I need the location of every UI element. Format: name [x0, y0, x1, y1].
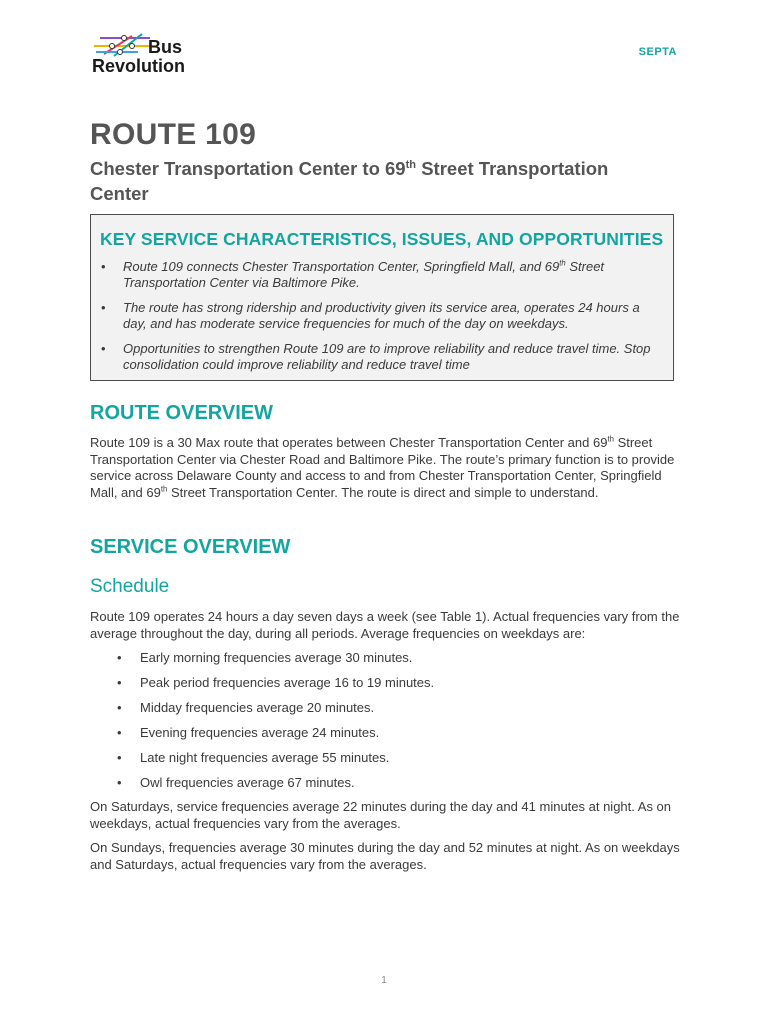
- bullet-icon: •: [117, 700, 122, 715]
- weekday-frequency-list: [90, 650, 434, 800]
- key-item-text: Opportunities to strengthen Route 109 are to improve reliability and reduce travel time. Stop consolidation could improve reliability and reduce travel time: [123, 341, 651, 372]
- logo-line-bus: Bus: [147, 37, 182, 57]
- key-item-text: The route has strong ridership and productivity given its service area, operates 24 hours a day, and has moderate service frequencies for much of the day on weekdays.: [123, 300, 640, 331]
- key-item-superscript: th: [559, 258, 566, 268]
- logo-wordmark: [92, 38, 192, 76]
- logo-line-revolution: Revolution: [92, 56, 185, 76]
- route-overview-heading: ROUTE OVERVIEW: [90, 402, 273, 424]
- route-overview-superscript: th: [160, 484, 168, 494]
- key-box-item: [91, 341, 673, 373]
- bullet-icon: •: [117, 725, 122, 740]
- key-box-heading: KEY SERVICE CHARACTERISTICS, ISSUES, AND OPPORTUNITIES: [100, 229, 664, 249]
- frequency-text: Midday frequencies average 20 minutes.: [140, 700, 375, 715]
- page-number: 1: [381, 975, 387, 986]
- sunday-paragraph: On Sundays, frequencies average 30 minutes during the day and 52 minutes at night. As on weekdays and Saturdays, actual frequencies vary from the averages.: [90, 840, 680, 872]
- key-box-item: [91, 300, 673, 332]
- frequency-text: Evening frequencies average 24 minutes.: [140, 725, 380, 740]
- route-overview-text: Street Transportation Center via Chester Road and Baltimore Pike. The route’s primary function is to provide service across Delaware County and access to and from Chester Transportation Center, Springfield Mall, and 69: [90, 435, 675, 500]
- bullet-icon: •: [101, 259, 106, 274]
- list-item: [90, 675, 434, 700]
- route-overview-text: Route 109 is a 30 Max route that operates between Chester Transportation Center and 69: [90, 435, 608, 450]
- page-subtitle: [90, 156, 670, 206]
- page-title: ROUTE 109: [90, 118, 257, 151]
- agency-label: SEPTA: [638, 46, 677, 58]
- schedule-intro-paragraph: Route 109 operates 24 hours a day seven days a week (see Table 1). Actual frequencies vary from the average throughout the day, during all periods. Average frequencies on weekdays are:: [90, 609, 680, 641]
- route-overview-superscript: th: [607, 434, 614, 444]
- list-item: [90, 700, 434, 725]
- key-item-text-cont: Street Transportation Center via Baltimore Pike.: [123, 259, 605, 290]
- list-item: [90, 650, 434, 675]
- bullet-icon: •: [117, 775, 122, 790]
- bullet-icon: •: [117, 675, 122, 690]
- subtitle-superscript: th: [405, 158, 417, 171]
- frequency-text: Early morning frequencies average 30 minutes.: [140, 650, 413, 665]
- bullet-icon: •: [117, 650, 122, 665]
- route-overview-text: Street Transportation Center. The route is direct and simple to understand.: [167, 484, 599, 500]
- subtitle-part-b: Street Transportation Center: [90, 158, 609, 204]
- bus-revolution-logo: [92, 32, 202, 78]
- list-item: [90, 750, 434, 775]
- frequency-text: Owl frequencies average 67 minutes.: [140, 775, 355, 790]
- bullet-icon: •: [101, 341, 106, 356]
- service-overview-heading: SERVICE OVERVIEW: [90, 536, 291, 558]
- saturday-paragraph: On Saturdays, service frequencies average 22 minutes during the day and 41 minutes at night. As on weekdays, actual frequencies vary from the averages.: [90, 799, 672, 831]
- route-overview-paragraph: [90, 435, 680, 501]
- frequency-text: Peak period frequencies average 16 to 19 minutes.: [140, 675, 435, 690]
- bullet-icon: •: [101, 300, 106, 315]
- frequency-text: Late night frequencies average 55 minutes.: [140, 750, 390, 765]
- key-item-text: Route 109 connects Chester Transportation Center, Springfield Mall, and 69: [123, 259, 560, 274]
- key-characteristics-box: [90, 214, 674, 381]
- subtitle-part-a: Chester Transportation Center to 69: [90, 158, 406, 179]
- key-box-list: [91, 259, 673, 382]
- key-box-item: [91, 259, 673, 291]
- list-item: [90, 775, 434, 800]
- bullet-icon: •: [117, 750, 122, 765]
- schedule-heading: Schedule: [90, 576, 170, 597]
- list-item: [90, 725, 434, 750]
